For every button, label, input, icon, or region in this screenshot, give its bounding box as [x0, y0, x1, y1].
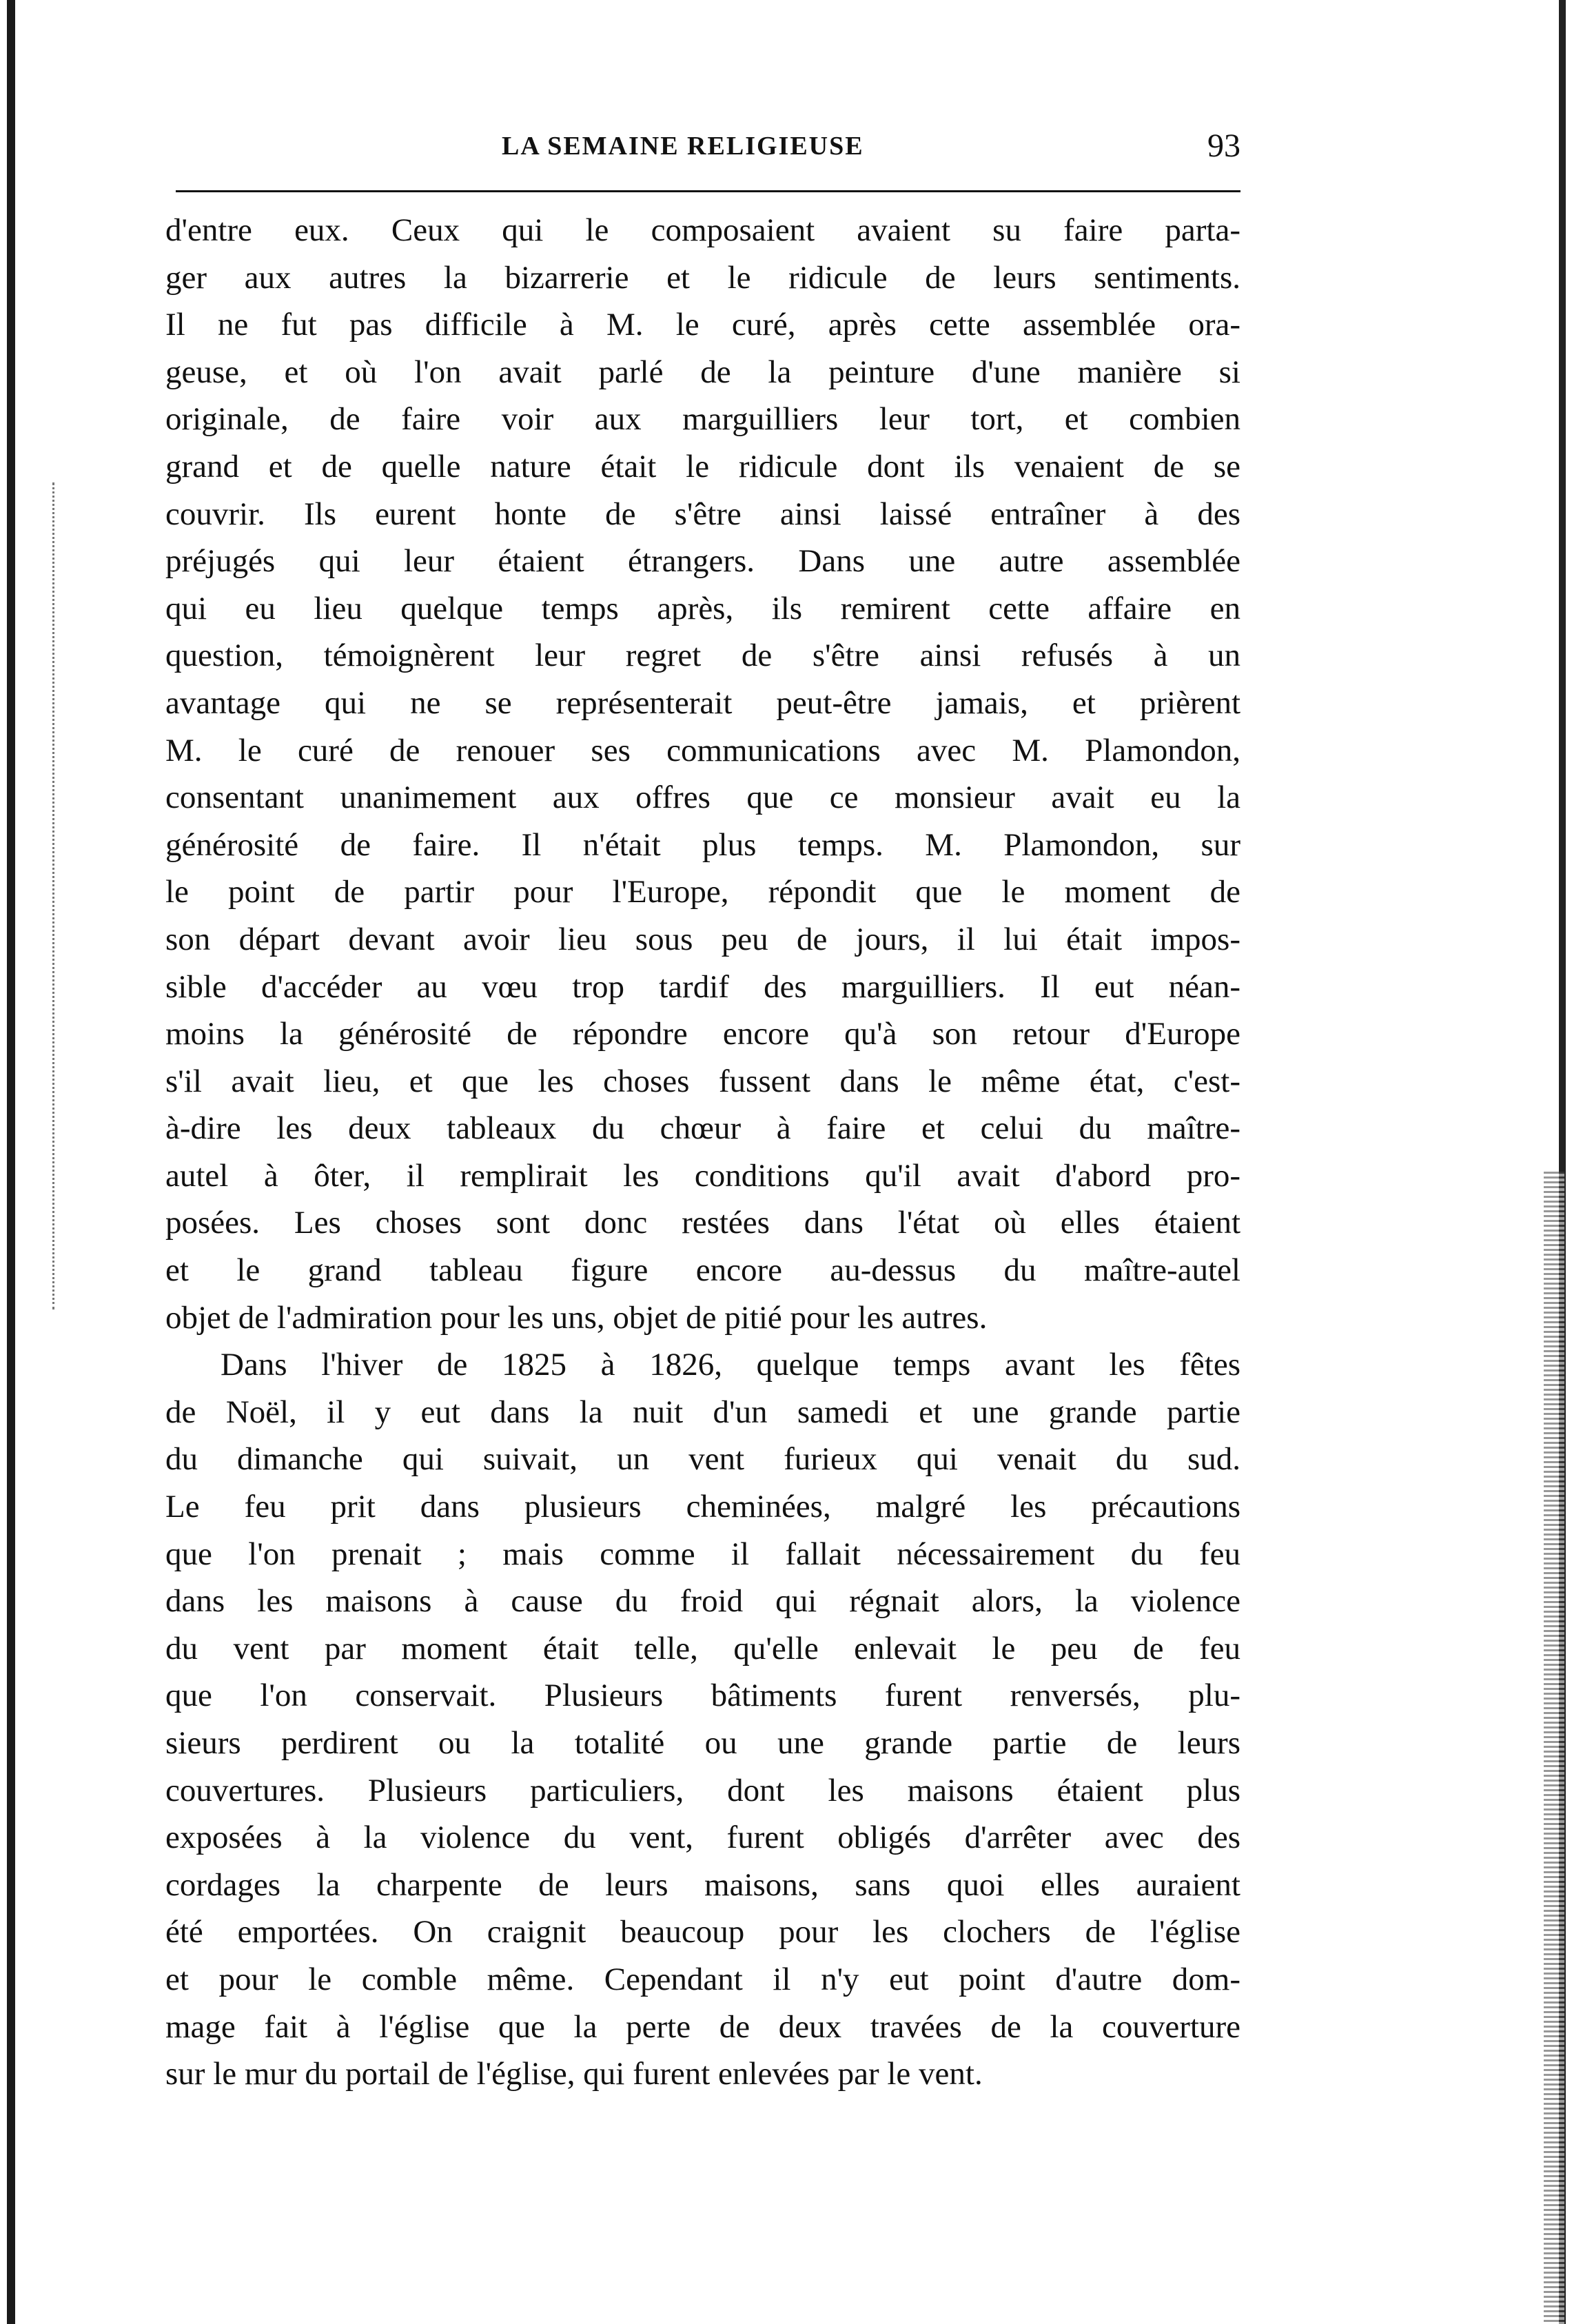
text-line: objet de l'admiration pour les uns, objet de pitié pour les autres.	[165, 1299, 988, 1336]
text-line: que l'on conservait. Plusieurs bâtiments furent renversés, plu-	[165, 1678, 1240, 1714]
text-line: posées. Les choses sont donc restées dans l'état où elles étaient	[165, 1205, 1240, 1241]
page-number: 93	[1207, 128, 1240, 164]
text-line: d'entre eux. Ceux qui le composaient avaient su faire parta-	[165, 212, 1240, 248]
page-header	[502, 128, 1240, 179]
text-line: geuse, et où l'on avait parlé de la peinture d'une manière si	[165, 354, 1240, 390]
text-line: du vent par moment était telle, qu'elle enlevait le peu de feu	[165, 1630, 1240, 1666]
header-rule	[176, 190, 1240, 192]
text-line: question, témoignèrent leur regret de s'être ainsi refusés à un	[165, 638, 1240, 674]
text-line: couvrir. Ils eurent honte de s'être ainsi laissé entraîner à des	[165, 496, 1240, 532]
text-line: générosité de faire. Il n'était plus temps. M. Plamondon, sur	[165, 826, 1240, 863]
text-line: à-dire les deux tableaux du chœur à faire et celui du maître-	[165, 1110, 1240, 1147]
text-line: et pour le comble même. Cependant il n'y eut point d'autre dom-	[165, 1961, 1240, 1997]
text-line: du dimanche qui suivait, un vent furieux qui venait du sud.	[165, 1441, 1240, 1478]
text-line: avantage qui ne se représenterait peut-être jamais, et prièrent	[165, 684, 1240, 721]
body-text	[165, 207, 1240, 2098]
text-line: couvertures. Plusieurs particuliers, dont les maisons étaient plus	[165, 1772, 1240, 1808]
text-line: sible d'accéder au vœu trop tardif des marguilliers. Il eut néan-	[165, 968, 1240, 1005]
text-line: dans les maisons à cause du froid qui régnait alors, la violence	[165, 1583, 1240, 1620]
text-line: exposées à la violence du vent, furent obligés d'arrêter avec des	[165, 1820, 1240, 1856]
text-line: qui eu lieu quelque temps après, ils remirent cette affaire en	[165, 590, 1240, 626]
text-line: son départ devant avoir lieu sous peu de jours, il lui était impos-	[165, 921, 1240, 957]
text-line: s'il avait lieu, et que les choses fussent dans le même état, c'est-	[165, 1063, 1240, 1099]
text-line: ger aux autres la bizarrerie et le ridicule de leurs sentiments.	[165, 259, 1240, 296]
text-line: moins la générosité de répondre encore qu'à son retour d'Europe	[165, 1016, 1240, 1052]
text-line: autel à ôter, il remplirait les conditions qu'il avait d'abord pro-	[165, 1157, 1240, 1194]
text-line: été emportées. On craignit beaucoup pour les clochers de l'église	[165, 1914, 1240, 1950]
text-line: le point de partir pour l'Europe, répondit que le moment de	[165, 874, 1240, 910]
text-line: M. le curé de renouer ses communications avec M. Plamondon,	[165, 732, 1240, 768]
scan-edge-left	[7, 0, 15, 2324]
text-line: Il ne fut pas difficile à M. le curé, après cette assemblée ora-	[165, 307, 1240, 343]
text-line: sieurs perdirent ou la totalité ou une grande partie de leurs	[165, 1725, 1240, 1761]
text-line: que l'on prenait ; mais comme il fallait nécessairement du feu	[165, 1536, 1240, 1572]
text-line: préjugés qui leur étaient étrangers. Dans une autre assemblée	[165, 543, 1240, 580]
text-line: et le grand tableau figure encore au-dessus du maître-autel	[165, 1252, 1240, 1289]
scan-dotted-margin	[52, 482, 54, 1309]
text-line: Dans l'hiver de 1825 à 1826, quelque temps avant les fêtes	[221, 1347, 1240, 1383]
text-line: grand et de quelle nature était le ridicule dont ils venaient de se	[165, 448, 1240, 485]
text-line: originale, de faire voir aux marguilliers leur tort, et combien	[165, 401, 1240, 438]
text-line: Le feu prit dans plusieurs cheminées, malgré les précautions	[165, 1489, 1240, 1525]
text-line: cordages la charpente de leurs maisons, sans quoi elles auraient	[165, 1866, 1240, 1903]
text-line: mage fait à l'église que la perte de deux travées de la couverture	[165, 2008, 1240, 2045]
running-head: LA SEMAINE RELIGIEUSE	[502, 132, 864, 161]
text-line: sur le mur du portail de l'église, qui furent enlevées par le vent.	[165, 2056, 983, 2092]
scan-edge-right-noise	[1544, 1172, 1564, 2324]
text-line: consentant unanimement aux offres que ce monsieur avait eu la	[165, 779, 1240, 816]
text-line: de Noël, il y eut dans la nuit d'un samedi et une grande partie	[165, 1394, 1240, 1430]
